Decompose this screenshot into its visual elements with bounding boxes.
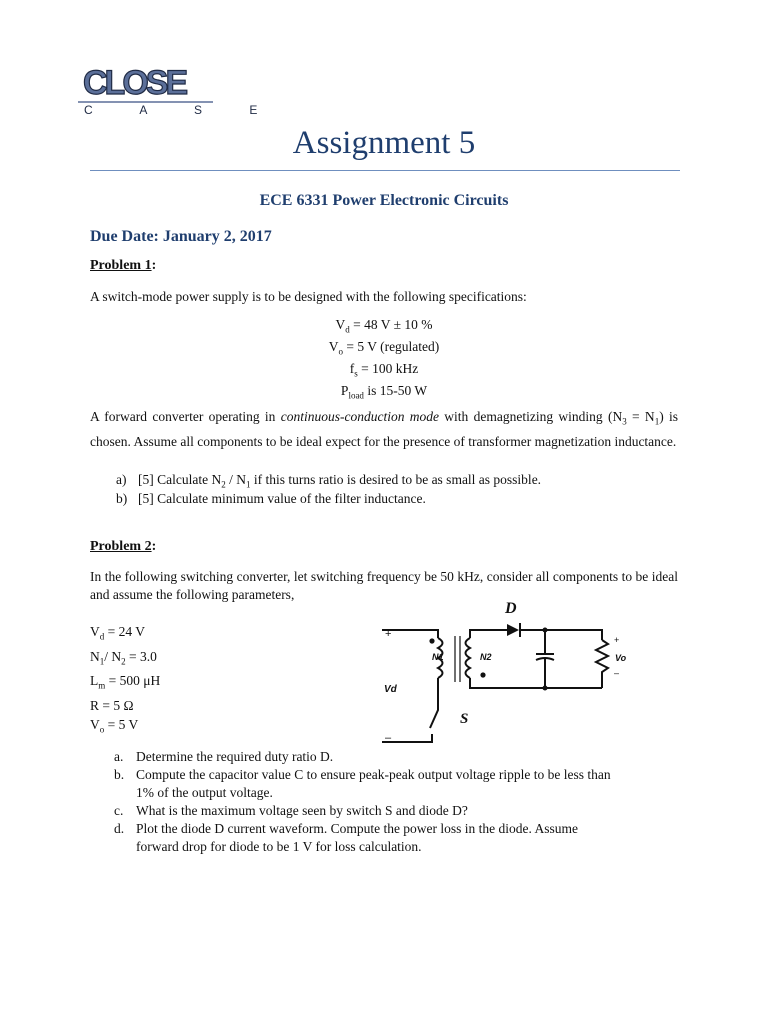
problem1-intro: A switch-mode power supply is to be designed with the following specifications:: [90, 289, 527, 304]
spec-fs: $f_s = 100$ kHz: [349, 361, 419, 379]
logo-subtitle: C A S E: [84, 103, 280, 117]
switch-label: S: [460, 711, 469, 727]
logo-mark: CLOSE: [83, 64, 186, 102]
vd-plus: +: [385, 628, 392, 640]
diode-label: D: [505, 600, 517, 617]
problem2-question-d: d. Plot the diode D current waveform. Compute the power loss in the diode. Assume forward drop for diode to be 1 V for loss calculation.: [114, 821, 579, 854]
vo-minus: –: [614, 668, 620, 678]
spec-pload: $P_{load}$ is 15-50 W: [340, 383, 428, 401]
converter-circuit-diagram: [370, 598, 640, 748]
title-divider: [90, 170, 680, 171]
course-title: ECE 6331 Power Electronic Circuits: [259, 192, 509, 209]
vo-plus: +: [614, 635, 620, 645]
problem1-heading: Problem 1:: [90, 258, 157, 273]
vd-minus: –: [385, 732, 392, 744]
spec-vo: $V_o = 5$ V (regulated): [328, 339, 440, 357]
param-lm: $L_m = 500$ μH: [90, 673, 161, 692]
param-vd: $V_d = 24$ V: [90, 624, 145, 642]
param-turns-ratio: $N_1/$ $N_2 = 3.0$: [90, 648, 157, 667]
n1-label: N1: [432, 652, 444, 662]
due-date: Due Date: January 2, 2017: [90, 228, 272, 245]
spec-vd: $V_d = 48$ V ± 10 %: [335, 317, 433, 335]
param-r: R = 5 Ω: [90, 698, 134, 714]
page-title: Assignment 5: [292, 125, 476, 161]
n2-label: N2: [480, 652, 492, 662]
problem2-question-b: b. Compute the capacitor value C to ensure peak-peak output voltage ripple to be less than 1% of the output voltage.: [114, 767, 611, 800]
vo-label: Vo: [615, 653, 627, 663]
problem2-parameters: [90, 622, 160, 740]
vd-label: Vd: [384, 684, 397, 695]
problem2-heading: Problem 2:: [90, 539, 157, 554]
problem2-intro: In the following switching converter, let switching frequency be 50 kHz, consider all components to be ideal and assume the following parameters,: [90, 569, 678, 602]
problem1-description: A forward converter operating in continuous-conduction mode with demagnetizing winding $(N_3 = N_1)$ is chosen. Assume all components to be ideal expect for the presence of transformer magnetization inductance.: [90, 409, 678, 450]
param-vo: $V_o = 5$ V: [90, 717, 139, 735]
